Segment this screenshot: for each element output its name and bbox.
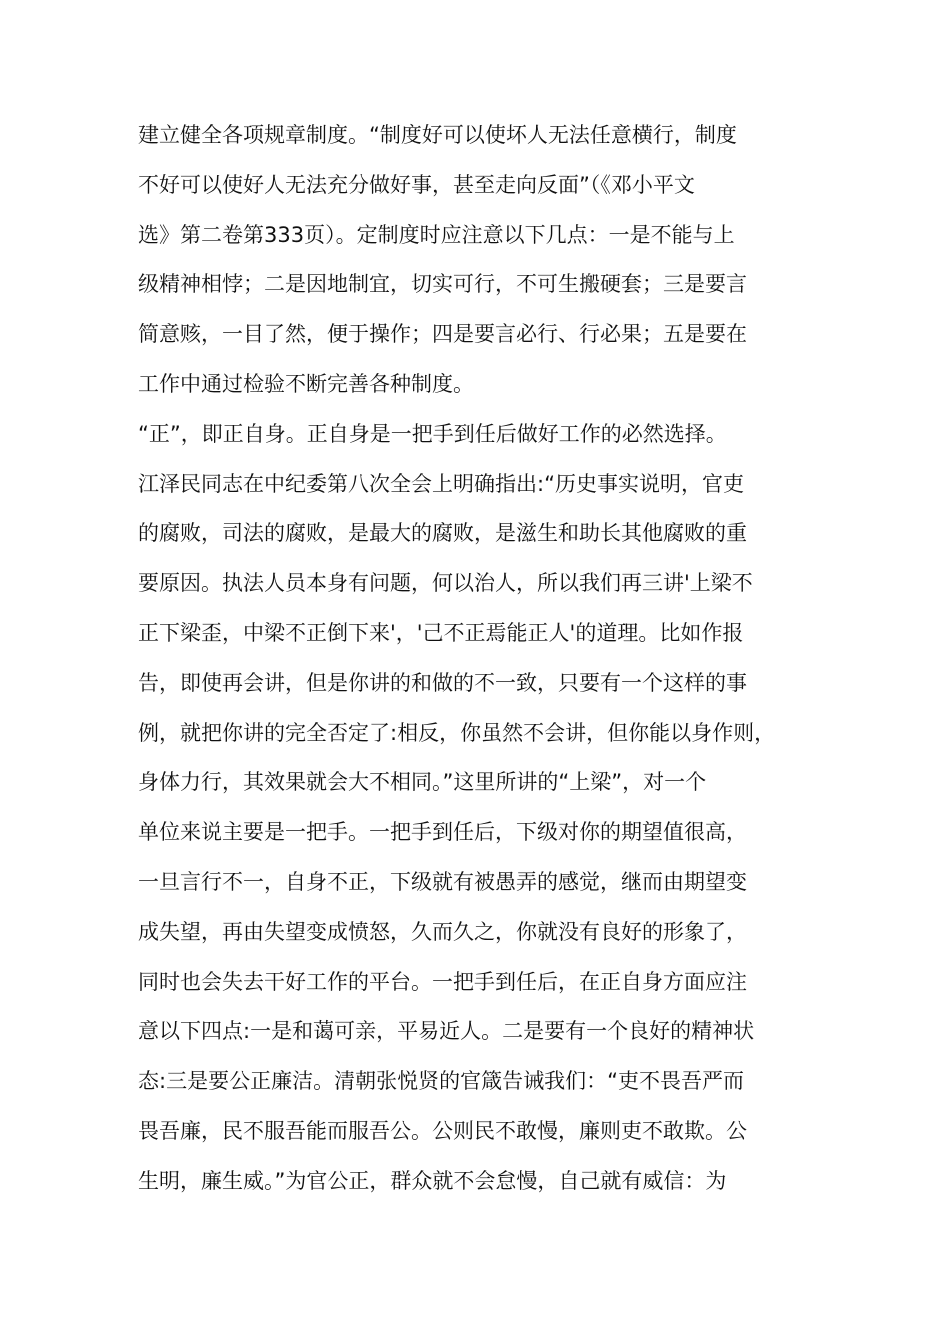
text-line: 级精神相悖；二是因地制宜，切实可行，不可生搬硬套；三是要言 [138,272,747,297]
text-line: 正下梁歪，中梁不正倒下来'，'己不正焉能正人'的道理。比如作报 [138,620,744,645]
text-line: “正”，即正自身。正自身是一把手到任后做好工作的必然选择。 [138,421,727,446]
text-line: 身体力行，其效果就会大不相同。”这里所讲的“上梁”，对一个 [138,770,707,795]
text-line: 要原因。执法人员本身有问题，何以治人，所以我们再三讲'上梁不 [138,571,753,596]
text-line: 态:三是要公正廉洁。清朝张悦贤的官箴告诫我们：“吏不畏吾严而 [138,1069,744,1094]
text-line: 一旦言行不一，自身不正，下级就有被愚弄的感觉，继而由期望变 [138,869,747,894]
text-line: 江泽民同志在中纪委第八次全会上明确指出:“历史事实说明，官吏 [138,471,744,496]
text-line: 的腐败，司法的腐败，是最大的腐败，是滋生和助长其他腐败的重 [138,521,747,546]
text-line: 畏吾廉，民不服吾能而服吾公。公则民不敢慢，廉则吏不敢欺。公 [138,1118,747,1143]
text-line: 建立健全各项规章制度。“制度好可以使坏人无法任意横行，制度 [138,123,737,147]
text-line: 单位来说主要是一把手。一把手到任后，下级对你的期望值很高， [138,820,747,845]
text-line: 例，就把你讲的完全否定了:相反，你虽然不会讲，但你能以身作则， [138,720,776,745]
text-line: 简意赅，一目了然，便于操作；四是要言必行、行必果；五是要在 [138,322,747,347]
text-line: 成失望，再由失望变成愤怒，久而久之，你就没有良好的形象了， [138,919,747,944]
text-line: 告，即使再会讲，但是你讲的和做的不一致，只要有一个这样的事 [138,670,747,695]
body-text [138,111,828,1207]
text-line: 不好可以使好人无法充分做好事，甚至走向反面”（《邓小平文 [138,172,695,197]
text-line: 选》第二卷第333页）。定制度时应注意以下几点：一是不能与上 [138,222,735,247]
text-line: 同时也会失去干好工作的平台。一把手到任后，在正自身方面应注 [138,969,747,994]
text-line: 意以下四点:一是和蔼可亲，平易近人。二是要有一个良好的精神状 [138,1019,755,1044]
text-line: 生明，廉生威。”为官公正，群众就不会怠慢，自己就有威信：为 [138,1168,727,1193]
text-line: 工作中通过检验不断完善各种制度。 [138,371,474,396]
